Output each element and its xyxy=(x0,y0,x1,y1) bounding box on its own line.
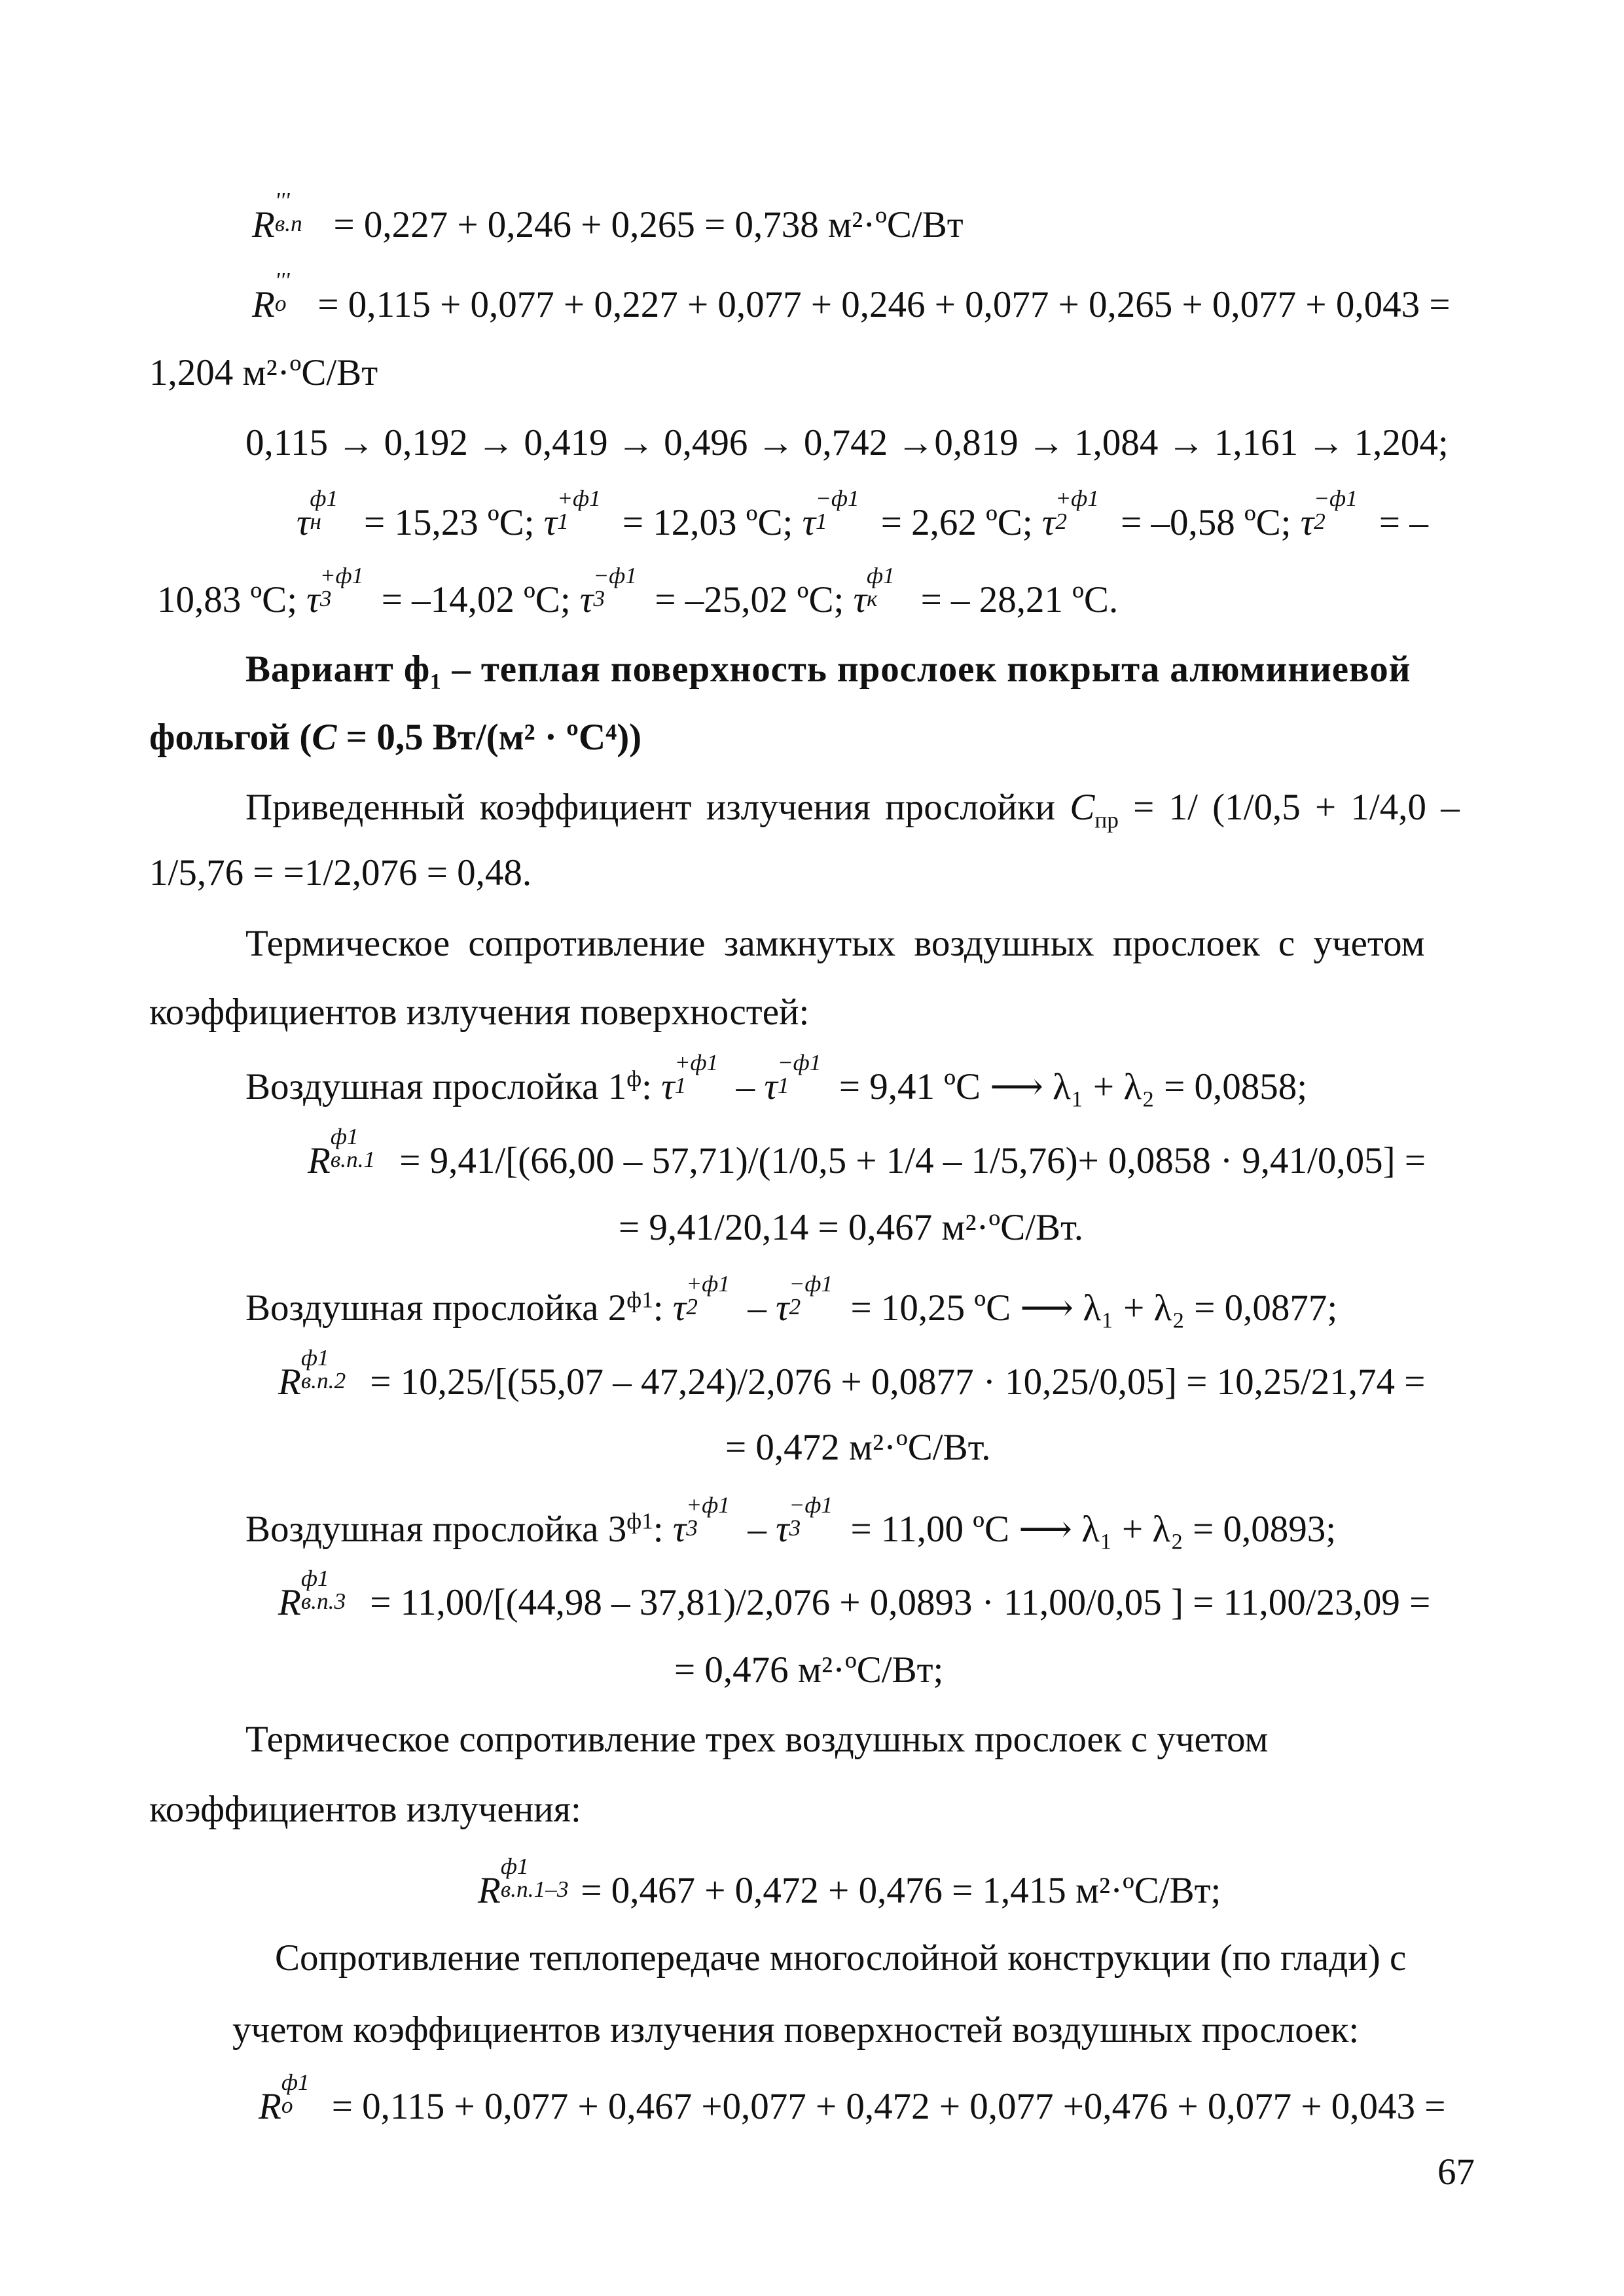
value: = 10,25 ºС ⟶ λ₁ + λ₂ = 0,0877; xyxy=(841,1287,1338,1329)
equation-text: = 0,467 + 0,472 + 0,476 = 1,415 м²·ºС/Вт; xyxy=(571,1870,1221,1911)
superscript: ф1 xyxy=(626,1287,653,1313)
air-layer-2-line: Воздушная прослойка $2^{ф1}$: τ +ф1 2 – τ −ф1 2 = 10,25 ºС ⟶ λ₁ + λ₂ = 0,0877; xyxy=(245,1271,1338,1329)
sequence-line: 0,115 → 0,192 → 0,419 → 0,496 → 0,742 →0,819 → 1,084 → 1,161 → 1,204; xyxy=(245,422,1449,463)
paragraph-heat-transfer: Сопротивление теплопередаче многослойной конструкции (по глади) с xyxy=(275,1937,1407,1979)
R-symbol: R xyxy=(308,1140,331,1181)
air-layer-1-line: Воздушная прослойка $1^ф$: τ +ф1 1 – τ −ф1 1 = 9,41 ºС ⟶ λ₁ + λ₂ = 0,0858; xyxy=(245,1050,1308,1107)
superscript: ф1 xyxy=(300,1566,329,1592)
equation-line-1 xyxy=(252,188,964,245)
separator: : xyxy=(653,1509,673,1550)
resistance-layer-2 xyxy=(278,1345,1426,1403)
tau-symbol: τ xyxy=(306,579,320,620)
superscript: −ф1 xyxy=(815,486,859,512)
superscript: +ф1 xyxy=(319,563,364,589)
superscript: +ф1 xyxy=(557,486,601,512)
tau-symbol: τ xyxy=(543,502,558,543)
equation-text: = 0,227 + 0,246 + 0,265 = 0,738 м²·ºС/Вт xyxy=(324,204,964,245)
resistance-total-layers xyxy=(478,1854,1221,1911)
superscript: ф1 xyxy=(500,1854,529,1880)
equation-text: = 0,115 + 0,077 + 0,467 +0,077 + 0,472 + 0,077 +0,476 + 0,077 + 0,043 = xyxy=(322,2086,1446,2127)
subscript: 3 xyxy=(686,1515,698,1541)
superscript: ''' xyxy=(274,188,290,214)
resistance-layer-1 xyxy=(308,1124,1426,1181)
value: = 15,23 ºС; xyxy=(354,502,544,543)
operator: – xyxy=(727,1066,765,1107)
R-symbol: R xyxy=(252,284,275,325)
tau-symbol: τ xyxy=(802,502,816,543)
R-symbol: R xyxy=(252,204,275,245)
subscript: в.п xyxy=(274,211,302,237)
separator: : xyxy=(641,1066,662,1107)
R-symbol: R xyxy=(278,1582,301,1623)
label: Воздушная прослойка 1 xyxy=(245,1066,627,1107)
value: = 9,41 ºС ⟶ λ₁ + λ₂ = 0,0858; xyxy=(829,1066,1308,1107)
superscript: −ф1 xyxy=(1314,486,1358,512)
paragraph-thermal-resistance: Термическое сопротивление замкнутых воздушных прослоек с учетом xyxy=(245,923,1425,964)
tau-symbol: τ xyxy=(1300,502,1314,543)
paragraph-three-layers: Термическое сопротивление трех воздушных прослоек с учетом xyxy=(245,1719,1269,1760)
temperature-line-2 xyxy=(157,563,1119,620)
superscript: ф1 xyxy=(300,1345,329,1371)
subscript: в.п.1 xyxy=(330,1147,376,1173)
paragraph-text: = 1/ (1/0,5 + 1/4,0 – xyxy=(1118,787,1460,828)
label: Воздушная прослойка 3 xyxy=(245,1509,627,1550)
superscript: −ф1 xyxy=(593,563,637,589)
value: = –25,02 ºС; xyxy=(645,579,854,620)
C-symbol: С xyxy=(1070,787,1095,828)
temperature-line-1 xyxy=(297,486,1428,543)
subscript: о xyxy=(281,2092,293,2119)
resistance-layer-2-result: = 0,472 м²·ºС/Вт. xyxy=(725,1427,991,1468)
subscript: 2 xyxy=(1055,509,1067,535)
page-number: 67 xyxy=(1437,2151,1475,2193)
variant-heading-continuation xyxy=(149,719,641,756)
subscript: 2 xyxy=(789,1294,801,1320)
subscript: н xyxy=(310,509,321,535)
variant-heading: Вариант ф₁ – теплая поверхность прослоек покрыта алюминиевой xyxy=(245,649,1411,690)
resistance-overall xyxy=(259,2070,1446,2127)
value: = – 28,21 ºС. xyxy=(911,579,1119,620)
C-symbol: С xyxy=(312,717,337,758)
superscript: −ф1 xyxy=(789,1271,833,1297)
tau-symbol: τ xyxy=(853,579,867,620)
superscript: ф1 xyxy=(281,2070,310,2096)
superscript: +ф1 xyxy=(686,1492,730,1518)
air-layer-3-line: Воздушная прослойка $3^{ф1}$: τ +ф1 3 – τ −ф1 3 = 11,00 ºС ⟶ λ₁ + λ₂ = 0,0893; xyxy=(245,1492,1337,1550)
equation-text: = 10,25/[(55,07 – 47,24)/2,076 + 0,0877 · 10,25/0,05] = 10,25/21,74 = xyxy=(361,1361,1426,1403)
paragraph-three-layers-continuation: коэффициентов излучения: xyxy=(149,1789,581,1830)
superscript: ф xyxy=(626,1066,642,1092)
heading-text: фольгой ( xyxy=(149,717,312,758)
subscript: 3 xyxy=(593,586,605,612)
value: = –0,58 ºС; xyxy=(1111,502,1301,543)
equation-line-2 xyxy=(252,268,1451,325)
R-symbol: R xyxy=(478,1870,501,1911)
resistance-layer-3-result: = 0,476 м²·ºС/Вт; xyxy=(674,1649,944,1691)
subscript: в.п.3 xyxy=(300,1588,346,1615)
superscript: +ф1 xyxy=(1055,486,1099,512)
equation-text: = 0,115 + 0,077 + 0,227 + 0,077 + 0,246 + 0,077 + 0,265 + 0,077 + 0,043 = xyxy=(308,284,1451,325)
operator: – xyxy=(738,1509,776,1550)
superscript: ф1 xyxy=(310,486,338,512)
subscript: 1 xyxy=(815,509,827,535)
paragraph-text: Приведенный коэффициент излучения прослойки xyxy=(245,787,1070,828)
paragraph-heat-transfer-continuation: учетом коэффициентов излучения поверхностей воздушных прослоек: xyxy=(232,2009,1360,2051)
paragraph-emissivity xyxy=(245,789,1460,832)
subscript: в.п.1–3 xyxy=(500,1876,569,1903)
subscript: в.п.2 xyxy=(300,1368,346,1394)
subscript: 2 xyxy=(686,1294,698,1320)
subscript: 3 xyxy=(319,586,332,612)
tau-symbol: τ xyxy=(297,502,310,543)
value: = –14,02 ºС; xyxy=(372,579,580,620)
superscript: −ф1 xyxy=(789,1492,833,1518)
equation-continuation: 1,204 м²·ºС/Вт xyxy=(149,352,378,393)
equation-text: = 9,41/[(66,00 – 57,71)/(1/0,5 + 1/4 – 1/5,76)+ 0,0858 · 9,41/0,05] = xyxy=(390,1140,1426,1181)
equation-text: = 11,00/[(44,98 – 37,81)/2,076 + 0,0893 · 11,00/0,05 ] = 11,00/23,09 = xyxy=(361,1582,1431,1623)
value: = 2,62 ºС; xyxy=(871,502,1042,543)
operator: – xyxy=(738,1287,776,1329)
subscript: 1 xyxy=(674,1073,687,1099)
subscript: к xyxy=(866,586,878,612)
superscript: ф1 xyxy=(866,563,895,589)
value: = – xyxy=(1369,502,1428,543)
value: 10,83 ºС; xyxy=(157,579,307,620)
separator: : xyxy=(653,1287,673,1329)
tau-symbol: τ xyxy=(579,579,594,620)
superscript: ф1 xyxy=(626,1508,653,1534)
label: Воздушная прослойка 2 xyxy=(245,1287,627,1329)
R-symbol: R xyxy=(259,2086,281,2127)
subscript: 2 xyxy=(1314,509,1326,535)
paragraph-thermal-resistance-continuation: коэффициентов излучения поверхностей: xyxy=(149,992,810,1033)
subscript: 3 xyxy=(789,1515,801,1541)
superscript: ф1 xyxy=(330,1124,359,1150)
subscript: 1 xyxy=(557,509,569,535)
resistance-layer-3 xyxy=(278,1566,1431,1623)
superscript: +ф1 xyxy=(674,1050,719,1076)
tau-symbol: τ xyxy=(1041,502,1056,543)
subscript: 1 xyxy=(777,1073,789,1099)
value: = 11,00 ºС ⟶ λ₁ + λ₂ = 0,0893; xyxy=(841,1509,1337,1550)
resistance-layer-1-result: = 9,41/20,14 = 0,467 м²·ºС/Вт. xyxy=(619,1207,1083,1248)
subscript: о xyxy=(274,291,287,317)
value: = 12,03 ºС; xyxy=(613,502,803,543)
superscript: ''' xyxy=(274,268,290,294)
R-symbol: R xyxy=(278,1361,301,1403)
heading-text: = 0,5 Вт/(м² · ºС⁴)) xyxy=(336,717,642,758)
subscript: пр xyxy=(1094,807,1119,833)
superscript: −ф1 xyxy=(777,1050,821,1076)
superscript: +ф1 xyxy=(686,1271,730,1297)
paragraph-emissivity-continuation: 1/5,76 = =1/2,076 = 0,48. xyxy=(149,852,532,893)
